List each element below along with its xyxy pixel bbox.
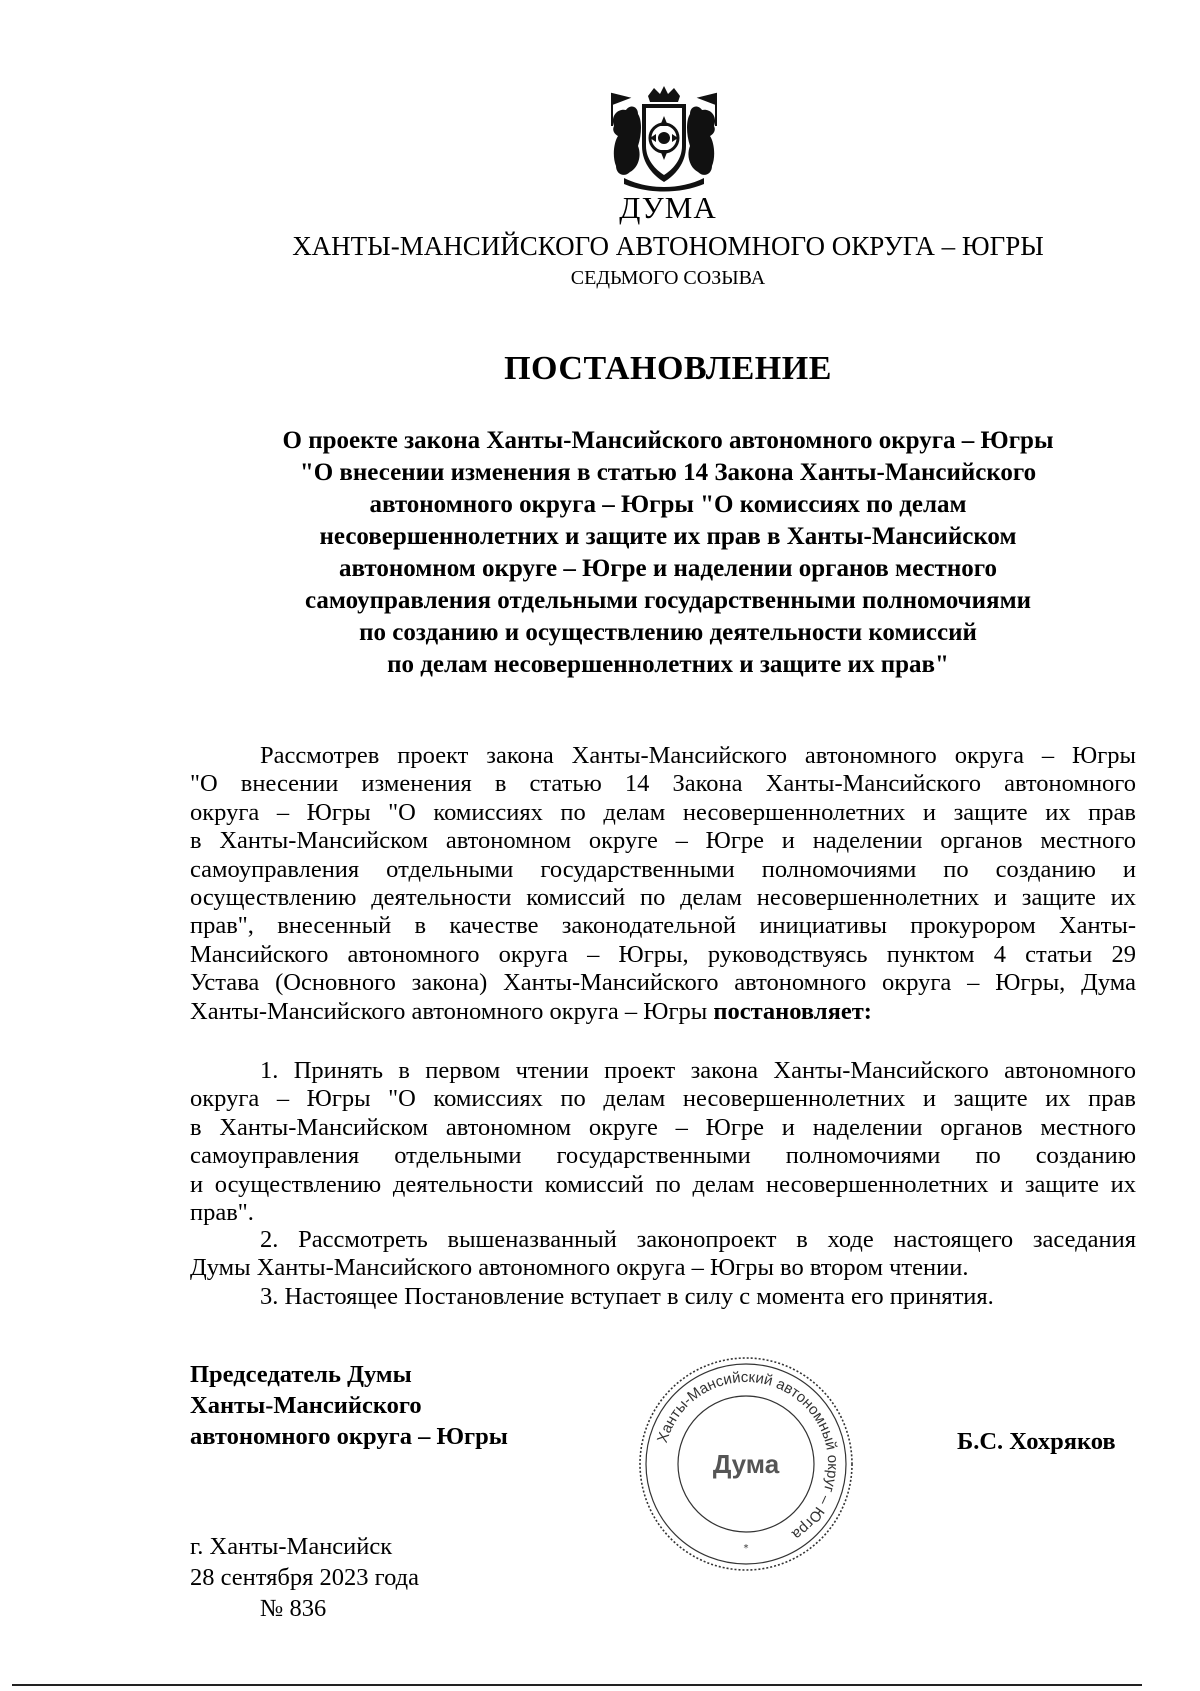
paragraph-line: 3. Настоящее Постановление вступает в силу с момента его принятия. (260, 1283, 994, 1310)
item-1-paragraph (190, 1057, 1136, 1227)
item-3-paragraph (190, 1283, 1136, 1311)
paragraph-line: Устава (Основного закона) Ханты-Мансийского автономного округа – Югры, Дума (190, 969, 1136, 997)
bottom-divider (12, 1684, 1142, 1686)
paragraph-line: в Ханты-Мансийском автономном округе – Югре и наделении органов местного (190, 1113, 1136, 1141)
signatory-title-line: Председатель Думы (190, 1361, 412, 1388)
subject-line: "О внесении изменения в статью 14 Закона Ханты-Мансийского (299, 459, 1037, 486)
paragraph-line: в Ханты-Мансийском автономном округе – Югре и наделении органов местного (190, 827, 1136, 855)
date: 28 сентября 2023 года (190, 1564, 419, 1591)
paragraph-line: прав". (190, 1199, 254, 1227)
subject-line: несовершеннолетних и защите их прав в Ханты-Мансийском (319, 523, 1017, 550)
paragraph-line: округа – Югры "О комиссиях по делам несовершеннолетних и защите их прав (190, 798, 1136, 826)
paragraph-line-final (190, 998, 1136, 1026)
paragraph-line: 1. Принять в первом чтении проект закона Ханты-Мансийского автономного (260, 1057, 1136, 1084)
paragraph-line: Думы Ханты-Мансийского автономного округа – Югры во втором чтении. (190, 1254, 969, 1282)
star-icon: * (743, 1543, 749, 1554)
okrug-name: ХАНТЫ-МАНСИЙСКОГО АВТОНОМНОГО ОКРУГА – ЮГРЫ (292, 231, 1044, 261)
place: г. Ханты-Мансийск (190, 1533, 393, 1560)
paragraph-line: и осуществлению деятельности комиссий по делам несовершеннолетних и защите их (190, 1170, 1136, 1198)
item-2-paragraph (190, 1226, 1136, 1283)
paragraph-line: Мансийского автономного округа – Югры, руководствуясь пунктом 4 статьи 29 (190, 940, 1136, 968)
subject-line: по созданию и осуществлению деятельности комиссий (359, 619, 977, 646)
paragraph-line: округа – Югры "О комиссиях по делам несовершеннолетних и защите их прав (190, 1085, 1136, 1113)
signatory-title-line: Ханты-Мансийского (190, 1392, 422, 1419)
document-number: № 836 (260, 1595, 327, 1622)
convocation: СЕДЬМОГО СОЗЫВА (570, 267, 766, 289)
signatory-title (190, 1359, 508, 1452)
paragraph-line: Рассмотрев проект закона Ханты-Мансийского автономного округа – Югры (260, 742, 1136, 769)
paragraph-line: самоуправления отдельными государственными полномочиями по созданию (190, 1142, 1136, 1170)
place-and-date (190, 1531, 419, 1624)
subject-line: автономном округе – Югре и наделении органов местного (339, 555, 997, 582)
subject-line: самоуправления отдельными государственными полномочиями (304, 587, 1032, 614)
paragraph-line-text: Ханты-Мансийского автономного округа – Югры (190, 997, 708, 1025)
resolves-keyword: постановляет: (713, 997, 872, 1025)
intro-paragraph (190, 742, 1136, 1026)
paragraph-line: прав", внесенный в качестве законодательной инициативы прокурором Ханты- (190, 912, 1136, 940)
paragraph-line: осуществлению деятельности комиссий по делам несовершеннолетних и защите их (190, 884, 1136, 912)
coat-of-arms-icon (608, 86, 720, 194)
seal-ring-text: Ханты-Мансийский автономный округ – Югра (654, 1368, 842, 1544)
document-type: ПОСТАНОВЛЕНИЕ (504, 350, 832, 387)
paragraph-line: самоуправления отдельными государственными полномочиями по созданию и (190, 855, 1136, 883)
official-seal (635, 1353, 857, 1575)
seal-center-text: Дума (712, 1449, 780, 1479)
document-subject (200, 425, 1136, 681)
signatory-name: Б.С. Хохряков (957, 1428, 1116, 1455)
org-name: ДУМА (619, 190, 717, 225)
paragraph-line: 2. Рассмотреть вышеназванный законопроект в ходе настоящего заседания (260, 1226, 1136, 1253)
subject-line: по делам несовершеннолетних и защите их прав" (387, 651, 949, 678)
subject-line: автономного округа – Югры "О комиссиях по делам (369, 491, 967, 518)
signatory-title-line: автономного округа – Югры (190, 1423, 508, 1450)
subject-line: О проекте закона Ханты-Мансийского автономного округа – Югры (282, 427, 1054, 454)
paragraph-line: "О внесении изменения в статью 14 Закона Ханты-Мансийского автономного (190, 770, 1136, 798)
